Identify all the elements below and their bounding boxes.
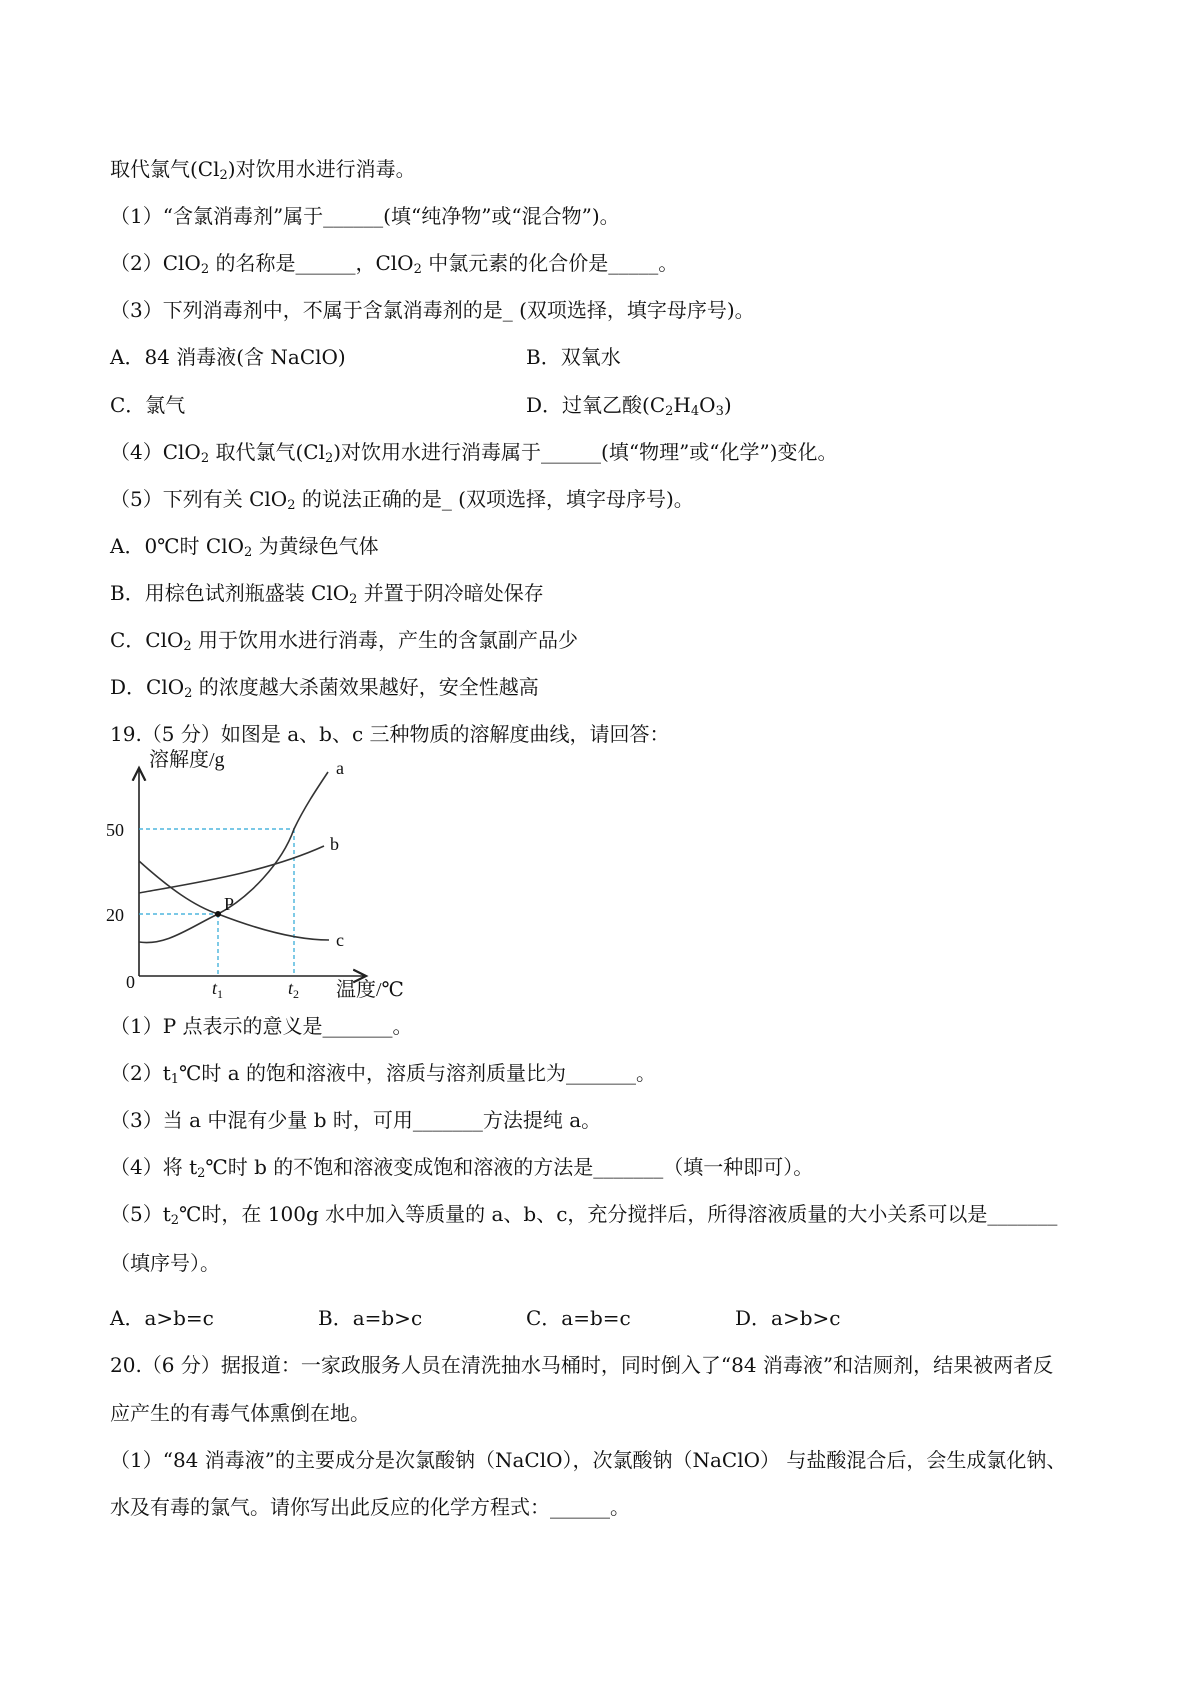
q19-part-4: （4）将 $t_2℃$时 b 的不饱和溶液变成饱和溶液的方法是_______（填一种即可）。 xyxy=(110,1155,814,1181)
curve-a xyxy=(139,772,328,943)
option-b: B．双氧水 xyxy=(526,345,621,369)
question-20: 20.（6 分）据报道：一家政服务人员在清洗抽水马桶时，同时倒入了“84 消毒液”和洁厕剂，结果被两者反 xyxy=(110,1353,1054,1377)
option-a: A．84 消毒液(含 NaClO) xyxy=(110,345,346,369)
q19-part-3: （3）当 a 中混有少量 b 时，可用_______方法提纯 a。 xyxy=(110,1108,602,1132)
intro-line: 取代氯气$(Cl_2)$对饮用水进行消毒。 xyxy=(110,157,416,183)
q19-part-5: $(5)t_2℃$时，在 100g 水中加入等质量的 a、b、c，充分搅拌后，所得溶液质量的大小关系可以是_______ xyxy=(110,1202,1058,1228)
x-axis-label: 温度/℃ xyxy=(336,979,404,998)
question-3: （3）下列消毒剂中，不属于含氯消毒剂的是_ (双项选择，填字母序号)。 xyxy=(110,298,755,322)
q20-part-1: （1）“84 消毒液”的主要成分是次氯酸钠（NaClO），次氯酸钠（NaClO） 与盐酸混合后，会生成氯化钠、 xyxy=(110,1448,1067,1472)
y-axis-label: 溶解度/g xyxy=(149,749,225,771)
q19-part-5-cont: （填序号）。 xyxy=(110,1251,220,1275)
q5-option-a: A．0℃时 ClO$_2$ 为黄绿色气体 xyxy=(110,534,379,560)
option-d: D．过氧乙酸$(C_2H_4O_3)$ xyxy=(526,393,732,419)
q19-part-1: （1）P 点表示的意义是_______。 xyxy=(110,1014,413,1038)
origin-label: 0 xyxy=(126,972,135,992)
y-tick-20: 20 xyxy=(106,905,124,925)
question-19: 19.（5 分）如图是 a、b、c 三种物质的溶解度曲线，请回答： xyxy=(110,722,670,746)
x-tick-t2: $t_2$ xyxy=(288,978,300,998)
q19-choice-b: B．a=b>c xyxy=(318,1306,423,1330)
q19-choice-d: D．a>b>c xyxy=(735,1306,841,1330)
q19-choice-a: A．a>b=c xyxy=(110,1306,214,1330)
label-a: a xyxy=(336,758,344,778)
q5-option-d: D．ClO$_2$ 的浓度越大杀菌效果越好，安全性越高 xyxy=(110,675,539,701)
question-4: （4）ClO$_2$ 取代氯气$(Cl_2)$对饮用水进行消毒属于______(填“物理”或“化学”)变化。 xyxy=(110,440,838,466)
q5-option-c: C．ClO$_2$ 用于饮用水进行消毒，产生的含氯副产品少 xyxy=(110,628,579,654)
x-tick-t1: $t_1$ xyxy=(212,978,224,998)
y-tick-50: 50 xyxy=(106,820,124,840)
label-p: P xyxy=(224,894,235,914)
question-1: （1）“含氯消毒剂”属于______(填“纯净物”或“混合物”)。 xyxy=(110,204,620,228)
question-20-cont: 应产生的有毒气体熏倒在地。 xyxy=(110,1401,370,1425)
question-2: （2）ClO$_2$ 的名称是______，ClO$_2$ 中氯元素的化合价是_____。 xyxy=(110,251,679,277)
q20-part-1-cont: 水及有毒的氯气。请你写出此反应的化学方程式：______。 xyxy=(110,1495,630,1519)
point-p xyxy=(215,911,221,917)
q19-choice-c: C．a=b=c xyxy=(526,1306,631,1330)
label-c: c xyxy=(336,930,344,950)
label-b: b xyxy=(330,834,339,854)
curve-b xyxy=(139,846,324,893)
question-5: （5）下列有关 ClO$_2$ 的说法正确的是_ (双项选择，填字母序号)。 xyxy=(110,487,694,513)
solubility-chart xyxy=(104,748,434,998)
q5-option-b: B．用棕色试剂瓶盛装 ClO$_2$ 并置于阴冷暗处保存 xyxy=(110,581,544,607)
q19-part-2: $(2)t_1℃$时 a 的饱和溶液中，溶质与溶剂质量比为_______。 xyxy=(110,1061,657,1087)
option-c: C．氯气 xyxy=(110,393,186,417)
